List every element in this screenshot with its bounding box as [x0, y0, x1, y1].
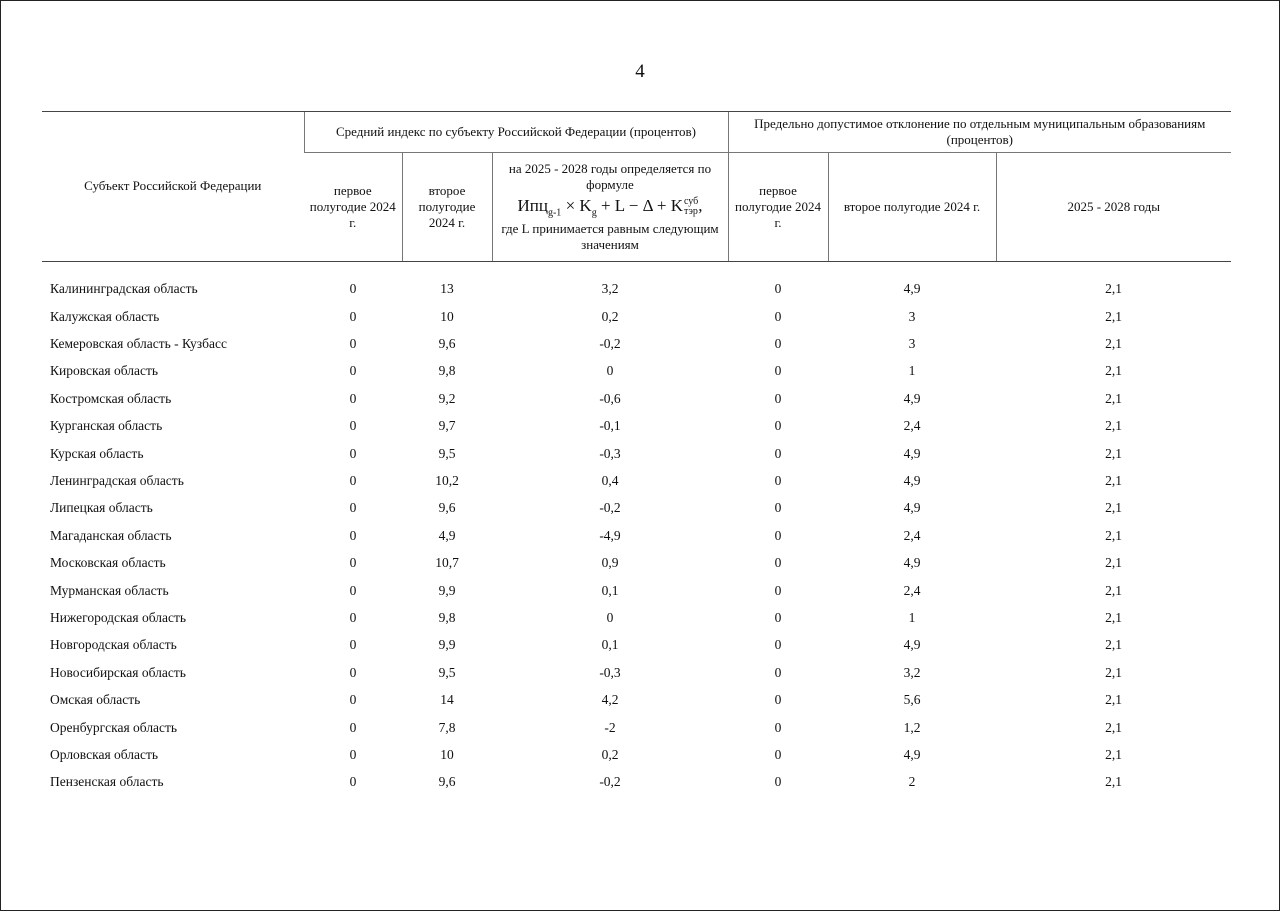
- cell-region-name: Калужская область: [50, 308, 160, 324]
- cell-deviation-second-half-2024: 1: [908, 363, 916, 379]
- table-row: [42, 276, 1231, 303]
- cell-region-name: Оренбургская область: [50, 719, 178, 735]
- cell-second-half-2024: 13: [440, 281, 454, 297]
- cell-region-name: Омская область: [50, 692, 141, 708]
- cell-deviation-2025-2028: 2,1: [1105, 555, 1122, 571]
- table-row: [42, 742, 1231, 769]
- table-row: [42, 632, 1231, 659]
- cell-deviation-second-half-2024: 4,9: [903, 445, 921, 461]
- cell-first-half-2024: 0: [349, 609, 357, 625]
- cell-first-half-2024: 0: [349, 308, 357, 324]
- cell-deviation-second-half-2024: 4,9: [903, 390, 921, 406]
- cell-second-half-2024: 7,8: [438, 719, 456, 735]
- cell-second-half-2024: 9,9: [438, 637, 456, 653]
- cell-deviation-first-half-2024: 0: [774, 308, 782, 324]
- cell-deviation-2025-2028: 2,1: [1105, 336, 1122, 352]
- cell-region-name: Курганская область: [50, 418, 163, 434]
- cell-deviation-first-half-2024: 0: [774, 418, 782, 434]
- cell-second-half-2024: 9,6: [438, 500, 456, 516]
- cell-index-2025-2028: -0,3: [599, 664, 621, 680]
- cell-index-2025-2028: 0,9: [601, 555, 619, 571]
- cell-deviation-2025-2028: 2,1: [1105, 609, 1122, 625]
- table-row: [42, 303, 1231, 330]
- spacer-row: [42, 262, 1231, 277]
- cell-first-half-2024: 0: [349, 445, 357, 461]
- cell-index-2025-2028: -0,3: [599, 445, 621, 461]
- table-row: [42, 605, 1231, 632]
- cell-deviation-2025-2028: 2,1: [1105, 582, 1122, 598]
- cell-deviation-second-half-2024: 3,2: [903, 664, 921, 680]
- table-row: [42, 495, 1231, 522]
- cell-deviation-second-half-2024: 1,2: [903, 719, 921, 735]
- cell-region-name: Липецкая область: [50, 500, 153, 516]
- cell-deviation-second-half-2024: 4,9: [903, 555, 921, 571]
- cell-first-half-2024: 0: [349, 582, 357, 598]
- cell-index-2025-2028: -0,2: [599, 500, 621, 516]
- cell-second-half-2024: 9,7: [438, 418, 456, 434]
- cell-index-2025-2028: 0,1: [601, 637, 619, 653]
- table-row: [42, 769, 1231, 796]
- cell-first-half-2024: 0: [349, 418, 357, 434]
- cell-deviation-second-half-2024: 2,4: [903, 527, 921, 543]
- cell-region-name: Магаданская область: [50, 527, 172, 543]
- table-row: [42, 331, 1231, 358]
- cell-deviation-first-half-2024: 0: [774, 609, 782, 625]
- cell-deviation-first-half-2024: 0: [774, 774, 782, 790]
- table-row: [42, 687, 1231, 714]
- cell-second-half-2024: 9,5: [438, 445, 456, 461]
- cell-second-half-2024: 10: [440, 746, 454, 762]
- cell-second-half-2024: 14: [440, 692, 454, 708]
- cell-index-2025-2028: 0: [606, 363, 614, 379]
- cell-first-half-2024: 0: [349, 774, 357, 790]
- cell-second-half-2024: 9,6: [438, 336, 456, 352]
- formula-intro: на 2025 - 2028 годы определяется по формуле: [508, 160, 712, 192]
- header-second-half-2024: второе полугодие 2024 г.: [402, 153, 492, 262]
- cell-index-2025-2028: 0,2: [601, 308, 619, 324]
- cell-deviation-2025-2028: 2,1: [1105, 692, 1122, 708]
- cell-deviation-second-half-2024: 4,9: [903, 500, 921, 516]
- cell-index-2025-2028: -2: [604, 719, 616, 735]
- cell-first-half-2024: 0: [349, 746, 357, 762]
- cell-first-half-2024: 0: [349, 719, 357, 735]
- cell-deviation-second-half-2024: 5,6: [903, 692, 921, 708]
- cell-deviation-first-half-2024: 0: [774, 500, 782, 516]
- formula-sup-3: суб: [683, 196, 699, 208]
- cell-second-half-2024: 9,5: [438, 664, 456, 680]
- cell-deviation-first-half-2024: 0: [774, 664, 782, 680]
- formula-note: где L принимается равным следующим значениям: [501, 220, 719, 253]
- cell-first-half-2024: 0: [349, 692, 357, 708]
- table-row: [42, 550, 1231, 577]
- table-row: [42, 577, 1231, 604]
- cell-second-half-2024: 9,8: [438, 363, 456, 379]
- formula-mid: + L − Δ + K: [600, 196, 683, 216]
- cell-index-2025-2028: 3,2: [601, 281, 619, 297]
- cell-deviation-first-half-2024: 0: [774, 472, 782, 488]
- cell-first-half-2024: 0: [349, 472, 357, 488]
- cell-first-half-2024: 0: [349, 664, 357, 680]
- formula-supsub: [684, 197, 698, 217]
- cell-second-half-2024: 10,7: [435, 555, 459, 571]
- formula-sub-1: g-1: [547, 207, 562, 219]
- header-years-2025-2028-deviation: 2025 - 2028 годы: [996, 153, 1231, 262]
- cell-index-2025-2028: 4,2: [601, 692, 619, 708]
- cell-deviation-second-half-2024: 2: [908, 774, 916, 790]
- cell-deviation-second-half-2024: 4,9: [903, 281, 921, 297]
- cell-deviation-2025-2028: 2,1: [1105, 445, 1122, 461]
- header-subject: Субъект Российской Федерации: [42, 112, 304, 262]
- cell-index-2025-2028: 0,4: [601, 472, 619, 488]
- cell-region-name: Ленинградская область: [50, 472, 184, 488]
- cell-deviation-2025-2028: 2,1: [1105, 719, 1122, 735]
- cell-region-name: Курская область: [50, 445, 144, 461]
- header-second-half-2024-deviation: второе полугодие 2024 г.: [828, 153, 996, 262]
- table-row: [42, 358, 1231, 385]
- formula-tail: ,: [698, 196, 703, 216]
- header-group-average-index: Средний индекс по субъекту Российской Федерации (процентов): [304, 112, 728, 153]
- cell-deviation-second-half-2024: 4,9: [903, 746, 921, 762]
- cell-deviation-first-half-2024: 0: [774, 527, 782, 543]
- formula-sub-3: тэр: [683, 206, 698, 218]
- cell-deviation-2025-2028: 2,1: [1105, 363, 1122, 379]
- cell-first-half-2024: 0: [349, 527, 357, 543]
- formula-main: Ипц: [517, 196, 548, 216]
- cell-deviation-2025-2028: 2,1: [1105, 308, 1122, 324]
- table-header: [42, 112, 1231, 262]
- formula-sub-2: g: [591, 207, 597, 219]
- cell-deviation-2025-2028: 2,1: [1105, 418, 1122, 434]
- cell-deviation-second-half-2024: 3: [908, 308, 916, 324]
- cell-index-2025-2028: -4,9: [599, 527, 621, 543]
- cell-deviation-first-half-2024: 0: [774, 692, 782, 708]
- cell-deviation-second-half-2024: 2,4: [903, 582, 921, 598]
- cell-region-name: Мурманская область: [50, 582, 169, 598]
- cell-deviation-second-half-2024: 3: [908, 336, 916, 352]
- cell-deviation-2025-2028: 2,1: [1105, 527, 1122, 543]
- cell-region-name: Новосибирская область: [50, 664, 186, 680]
- cell-deviation-first-half-2024: 0: [774, 582, 782, 598]
- cell-deviation-2025-2028: 2,1: [1105, 472, 1122, 488]
- cell-index-2025-2028: -0,2: [599, 774, 621, 790]
- cell-second-half-2024: 4,9: [438, 527, 456, 543]
- cell-region-name: Кемеровская область - Кузбасс: [50, 336, 227, 352]
- cell-deviation-first-half-2024: 0: [774, 390, 782, 406]
- cell-deviation-first-half-2024: 0: [774, 555, 782, 571]
- cell-region-name: Орловская область: [50, 746, 159, 762]
- cell-deviation-second-half-2024: 1: [908, 609, 916, 625]
- cell-deviation-2025-2028: 2,1: [1105, 774, 1122, 790]
- cell-deviation-first-half-2024: 0: [774, 363, 782, 379]
- cell-first-half-2024: 0: [349, 637, 357, 653]
- page-number: 4: [635, 61, 645, 82]
- cell-region-name: Калининградская область: [50, 281, 198, 297]
- cell-first-half-2024: 0: [349, 500, 357, 516]
- spacer-cell: [42, 262, 1231, 277]
- header-first-half-2024-deviation: первое полугодие 2024 г.: [728, 153, 828, 262]
- table-row: [42, 714, 1231, 741]
- table-row: [42, 659, 1231, 686]
- cell-second-half-2024: 9,2: [438, 390, 456, 406]
- table-row: [42, 413, 1231, 440]
- cell-second-half-2024: 10,2: [435, 472, 459, 488]
- cell-deviation-first-half-2024: 0: [774, 445, 782, 461]
- cell-first-half-2024: 0: [349, 363, 357, 379]
- cell-deviation-2025-2028: 2,1: [1105, 390, 1122, 406]
- cell-deviation-first-half-2024: 0: [774, 281, 782, 297]
- cell-region-name: Пензенская область: [50, 774, 164, 790]
- data-table: [42, 111, 1231, 796]
- table-row: [42, 523, 1231, 550]
- cell-deviation-first-half-2024: 0: [774, 336, 782, 352]
- cell-region-name: Московская область: [50, 555, 166, 571]
- cell-index-2025-2028: 0,2: [601, 746, 619, 762]
- cell-region-name: Нижегородская область: [50, 609, 187, 625]
- cell-first-half-2024: 0: [349, 555, 357, 571]
- cell-deviation-first-half-2024: 0: [774, 719, 782, 735]
- cell-region-name: Кировская область: [50, 363, 159, 379]
- cell-deviation-second-half-2024: 4,9: [903, 637, 921, 653]
- cell-first-half-2024: 0: [349, 336, 357, 352]
- cell-deviation-2025-2028: 2,1: [1105, 281, 1122, 297]
- cell-index-2025-2028: 0,1: [601, 582, 619, 598]
- cell-first-half-2024: 0: [349, 281, 357, 297]
- cell-deviation-first-half-2024: 0: [774, 746, 782, 762]
- cell-deviation-second-half-2024: 2,4: [903, 418, 921, 434]
- cell-region-name: Костромская область: [50, 390, 172, 406]
- table-row: [42, 468, 1231, 495]
- cell-index-2025-2028: 0: [606, 609, 614, 625]
- header-group-max-deviation: Предельно допустимое отклонение по отдельным муниципальным образованиям (процентов): [728, 112, 1231, 153]
- cell-deviation-2025-2028: 2,1: [1105, 637, 1122, 653]
- cell-deviation-2025-2028: 2,1: [1105, 664, 1122, 680]
- cell-deviation-2025-2028: 2,1: [1105, 500, 1122, 516]
- cell-first-half-2024: 0: [349, 390, 357, 406]
- cell-deviation-second-half-2024: 4,9: [903, 472, 921, 488]
- table-body: [42, 262, 1231, 797]
- cell-index-2025-2028: -0,6: [599, 390, 621, 406]
- cell-index-2025-2028: -0,1: [599, 418, 621, 434]
- cell-index-2025-2028: -0,2: [599, 336, 621, 352]
- cell-deviation-first-half-2024: 0: [774, 637, 782, 653]
- header-formula-2025-2028: [492, 153, 728, 262]
- cell-second-half-2024: 9,8: [438, 609, 456, 625]
- cell-region-name: Новгородская область: [50, 637, 177, 653]
- header-first-half-2024: первое полугодие 2024 г.: [304, 153, 402, 262]
- table-row: [42, 440, 1231, 467]
- cell-second-half-2024: 10: [440, 308, 454, 324]
- formula-times: × K: [565, 196, 592, 216]
- table-row: [42, 386, 1231, 413]
- cell-second-half-2024: 9,6: [438, 774, 456, 790]
- cell-second-half-2024: 9,9: [438, 582, 456, 598]
- formula: [497, 196, 724, 219]
- cell-deviation-2025-2028: 2,1: [1105, 746, 1122, 762]
